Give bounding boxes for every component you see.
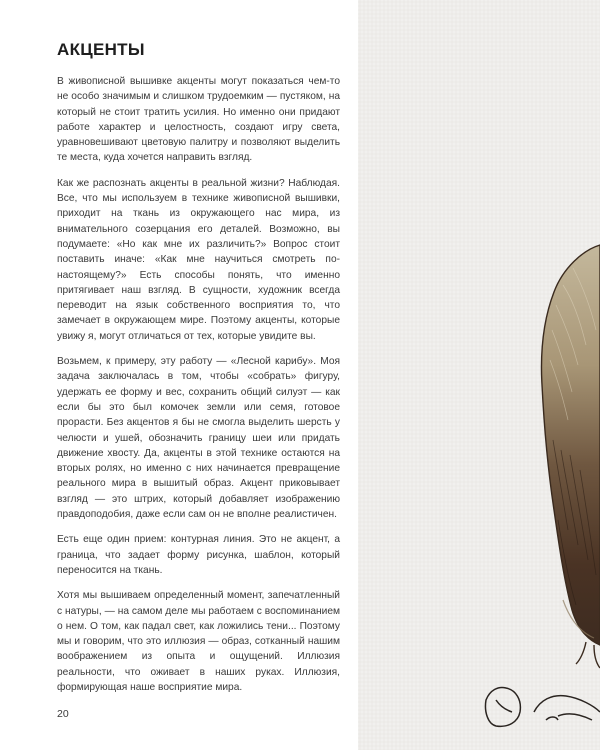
paragraph: В живописной вышивке акценты могут показаться чем-то не особо значимым и слишком трудоемким — пустяком, на который не стоит тратить усилия. Но именно они придают работе характер и целостность, создают игру света, уравновешивают цветовую палитру и позволяют выделить те места, куда хочется направить взгляд. (57, 76, 340, 164)
page-number: 20 (57, 708, 69, 720)
page-title: АКЦЕНТЫ (57, 40, 145, 59)
paragraph: Есть еще один прием: контурная линия. Это не акцент, а граница, что задает форму рисунка, шаблон, который переносится на ткань. (57, 534, 340, 576)
embroidery-photo (358, 0, 600, 750)
paragraph: Возьмем, к примеру, эту работу — «Лесной карибу». Моя задача заключалась в том, чтобы «собрать» фигуру, удержать ее форму и вес, сохранить общий силуэт — как если бы это был комочек земли или семя, готовое прорасти. Без акцентов я бы не смогла выделить шерсть у челюсти и ушей, обозначить границу шеи или придать движение хвосту. Да, акценты в этой технике остаются на вторых ролях, но именно с них начинается превращение реального мира в вышитый образ. Акцент приковывает взгляд — это штрих, который добавляет изображению правдоподобия, даже если сам он не вполне реалистичен. (57, 356, 340, 521)
paragraph: Хотя мы вышиваем определенный момент, запечатленный с натуры, — на самом деле мы работаем с воспоминанием о нем. О том, как падал свет, как ложились тени... Поэтому мы и говорим, что это иллюзия — образ, сотканный нашим воображением из опыта и ощущений. Иллюзия реальности, что оживает в наших руках. Иллюзия, формирующая наше восприятие мира. (57, 590, 340, 693)
caribou-embroidery-illustration (358, 0, 600, 750)
text-column (57, 40, 340, 705)
paragraph: Как же распознать акценты в реальной жизни? Наблюдая. Все, что мы используем в технике живописной вышивки, приходит на ткань из окружающего нас мира, из внимательного созерцания его деталей. Возможно, вы подумаете: «Но как мне их различить?» Вопрос стоит поставить иначе: «Как мне научиться смотреть по-настоящему?» Есть способы понять, что именно притягивает наш взгляд. В сущности, художник всегда переводит на язык собственного восприятия то, что замечает в окружающем мире. Поэтому акценты, которые увижу я, могут отличаться от тех, которые увидите вы. (57, 177, 340, 342)
